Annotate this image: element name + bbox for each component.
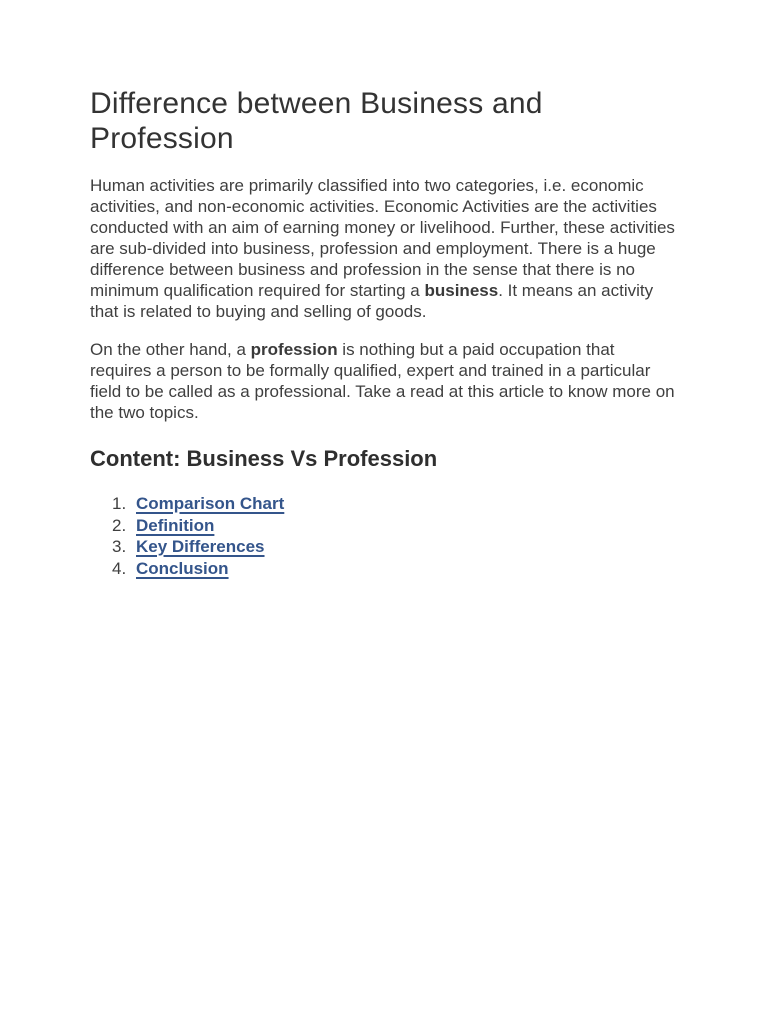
table-of-contents: [90, 493, 680, 579]
toc-item-key-differences: [90, 536, 680, 558]
profession-paragraph: On the other hand, a profession is nothing but a paid occupation that requires a person to be formally qualified, expert and trained in a particular field to be called as a professional. Take a read at this article to know more on the two topics.: [90, 340, 675, 422]
toc-link-definition[interactable]: Definition: [136, 515, 215, 535]
toc-item-conclusion: [90, 558, 680, 580]
toc-item-comparison-chart: [90, 493, 680, 515]
toc-item-number: 3.: [112, 537, 127, 556]
content-section-heading: Content: Business Vs Profession: [90, 446, 438, 471]
page-title: Difference between Business and Profession: [90, 87, 543, 155]
toc-item-definition: [90, 515, 680, 537]
toc-link-comparison-chart[interactable]: Comparison Chart: [136, 494, 285, 513]
toc-link-key-differences[interactable]: Key Differences: [136, 537, 265, 556]
toc-link-conclusion[interactable]: Conclusion: [136, 558, 229, 578]
toc-item-number: 1.: [112, 494, 127, 513]
intro-paragraph: Human activities are primarily classified into two categories, i.e. economic activities, and non-economic activities. Economic Activities are the activities conducted with an aim of earning money or livelihood. Further, these activities are sub-divided into business, profession and employment. There is a huge difference between business and profession in the sense that there is no minimum qualification required for starting a business. It means an activity that is related to buying and selling of goods.: [90, 176, 675, 321]
toc-item-number: 2.: [112, 515, 127, 535]
toc-item-number: 4.: [112, 558, 127, 578]
